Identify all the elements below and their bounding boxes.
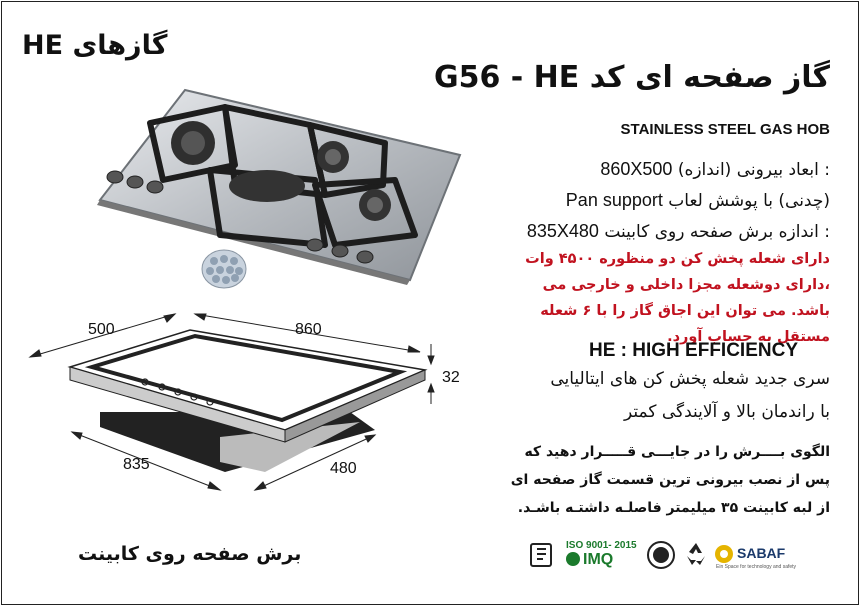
sabaf-tagline: Ein Space for technology and safety — [716, 564, 797, 570]
spec-cutout — [527, 221, 830, 242]
spec-dimensions-label: : ابعاد بیرونی (اندازه) — [677, 160, 830, 180]
dim-depth: 500 — [88, 321, 115, 338]
manual-book-icon — [528, 540, 558, 570]
high-efficiency-heading: HE : HIGH EFFICIENCY — [588, 340, 798, 361]
dim-width: 860 — [295, 321, 322, 338]
model-title: گاز صفحه ای کد G56 - HE — [433, 60, 830, 95]
iso-label: ISO 9001- 2015 — [566, 540, 637, 551]
dim-cut-width: 835 — [123, 456, 150, 473]
certification-seal-icon — [646, 540, 676, 570]
iso-globe-icon — [566, 552, 580, 566]
imq-label: IMQ — [583, 551, 614, 568]
spec-dimensions — [600, 159, 830, 180]
series-title: گازهای HE — [22, 30, 168, 61]
cutout-diagram — [20, 312, 450, 512]
spec-pan-support-label: (چدنی) با پوشش لعاب — [668, 191, 830, 211]
spec-cutout-value: 835X480 — [526, 221, 599, 241]
installation-note: الگوی بــــرش را در جایـــی قـــــرار دهید که پس از نصب بیرونی ترین قسمت گاز صفحه ای از لبه کابینت ۳۵ میلیمتر فاصلـه داشتـه باشـد. — [510, 444, 830, 516]
gas-hob-photo — [85, 85, 465, 285]
spec-dimensions-value: 860X500 — [600, 159, 673, 179]
dim-height: 32 — [442, 369, 460, 386]
spec-pan-support — [566, 190, 830, 211]
spec-pan-support-value: Pan support — [565, 190, 663, 210]
feature-description: دارای شعله پخش کن دو منظوره ۴۵۰۰ وات ،دارای دوشعله مجزا داخلی و خارجی می باشد. می توان این اجاق گاز را با ۶ شعله مستقل به حساب آورد. — [525, 251, 830, 345]
recycle-icon — [682, 540, 710, 568]
sabaf-logo-icon — [714, 544, 734, 564]
dim-cut-depth: 480 — [330, 460, 357, 477]
spec-cutout-label: : اندازه برش صفحه روی کابینت — [604, 222, 830, 242]
series-line-1: سری جدید شعله پخش کن های ایتالیایی — [550, 369, 830, 389]
cast-iron-swatch-icon — [200, 247, 248, 291]
sabaf-label: SABAF — [737, 545, 786, 561]
product-subtitle: STAINLESS STEEL GAS HOB — [620, 121, 830, 138]
series-line-2: با راندمان بالا و آلایندگی کمتر — [623, 402, 830, 422]
cutout-caption: برش صفحه روی کابینت — [78, 543, 302, 565]
